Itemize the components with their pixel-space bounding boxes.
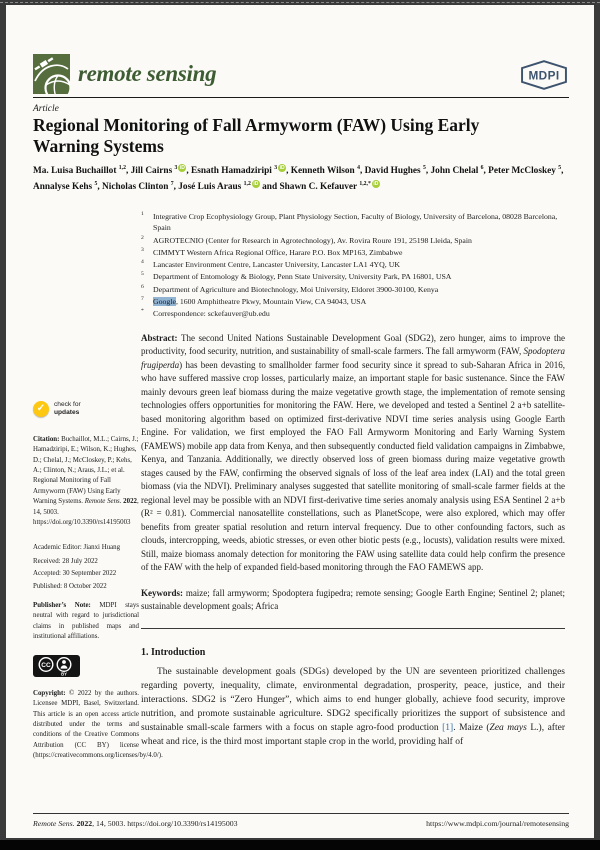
- affiliation-item: 2 AGROTECNIO (Center for Research in Agrotechnology), Av. Rovira Roure 191, 25198 Lleida, Spain: [141, 234, 472, 245]
- orcid-icon[interactable]: iD: [279, 165, 285, 171]
- copyright-text: © 2022 by the authors. Licensee MDPI, Basel, Switzerland. This article is an open access article distributed under the terms and conditions of the Creative Commons Attribution (CC BY) license (https://creativecommons.org/licenses/by/4.0/).: [33, 690, 163, 760]
- received-date: Received: 28 July 2022: [33, 558, 98, 565]
- species-name-italic: Spodoptera frugiperda: [141, 346, 565, 370]
- main-column: [141, 211, 565, 749]
- by-label: BY: [61, 671, 67, 677]
- selection-highlight: Google: [153, 297, 176, 307]
- keywords-label: Keywords:: [141, 587, 183, 598]
- accepted-date: Accepted: 30 September 2022: [33, 570, 117, 578]
- abstract: [141, 332, 565, 575]
- cc-by-badge[interactable]: [33, 655, 80, 681]
- author: Peter McCloskey $^5$: [488, 165, 562, 177]
- keywords-text: maize; fall armyworm; Spodoptera fugipedra; remote sensing; Google Earth Engine; Sentinel 2; planet; sustainable development goals; Africa: [141, 587, 565, 612]
- citation-label: Citation:: [33, 436, 60, 443]
- intro-text-1: The sustainable development goals (SDGs) developed by the UN are seventeen prioritized challenges regarding poverty, inequality, climate, environmental degradation, prosperity, peace, justice, and their interactions. SDG2 is “Zero Hunger”, which aims to end hunger globally, achieve food security, improve nutrition, and promote sustainable agriculture. SDG2 specifically prioritizes the support of subsistence and sustainable small-scale farmers with a focus on staple agro-food production: [141, 666, 565, 733]
- affiliation-item: 7 Google, 1600 Amphitheatre Pkwy, Mountain View, CA 94043, USA: [141, 296, 367, 307]
- species-name-italic: Zea mays: [489, 722, 527, 733]
- orcid-icon[interactable]: iD: [253, 181, 259, 188]
- footer-citation[interactable]: [33, 819, 238, 828]
- page-footer: [33, 813, 569, 828]
- copyright-label: Copyright:: [33, 690, 66, 697]
- abstract-label: Abstract:: [141, 332, 178, 343]
- author: Kenneth Wilson $^4$: [290, 165, 360, 177]
- mdpi-logo: [518, 59, 570, 96]
- affiliation-item: 5 Department of Entomology & Biology, Penn State University, University Park, PA 16801, USA: [141, 271, 452, 282]
- section-divider: [141, 628, 565, 629]
- section-heading-introduction: 1. Introduction: [141, 646, 206, 658]
- check-line-2: updates: [54, 409, 80, 416]
- check-line-1: check for: [54, 401, 81, 409]
- introduction-paragraph: [141, 665, 565, 749]
- footer-year: 2022: [76, 819, 93, 828]
- orcid-icon[interactable]: iD: [179, 165, 185, 171]
- footer-journal-name: Remote Sens.: [33, 819, 77, 828]
- intro-text-3: L.), after wheat and rice, is the third most important staple crop in the world, providing half of: [141, 722, 565, 747]
- author: Shawn C. Kefauver $^{1,2,*}$ iD: [279, 181, 379, 193]
- author: José Luis Araus $^{1,2}$ iD: [178, 181, 259, 193]
- footer-journal-url[interactable]: https://www.mdpi.com/journal/remotesensing: [426, 819, 569, 828]
- frame-top-dashes: [0, 2, 600, 3]
- affiliation-list: [141, 211, 565, 320]
- person-icon: [62, 660, 66, 664]
- check-for-updates-button[interactable]: [33, 401, 81, 417]
- article-title: Regional Monitoring of Fall Armyworm (FAW) Using Early Warning Systems: [33, 115, 480, 157]
- affiliation-item: 4 Lancaster Environment Centre, Lancaster University, Lancaster LA1 4YQ, UK: [141, 259, 400, 270]
- abstract-text-1: The second United Nations Sustainable Development Goal (SDG2), zero hunger, aims to improve the productivity, food security, nutrition, and sustainability of small-scale farmers. The fall armyworm (FAW,: [141, 332, 565, 357]
- keywords: [141, 587, 565, 614]
- article-type-label: Article: [33, 104, 59, 114]
- copyright-block: [33, 689, 163, 762]
- author-list: Ma. Luisa Buchaillot $^{1,2}$, Jill Cairns $^3$ iD , Esnath Hamadziripi $^3$ iD , Kenneth Wilson $^4$, David Hughes $^5$, John Chelal $^6$, Peter McCloskey $^5$, Annalyse Kehs $^5$, Nicholas Clinton $^7$, José Luis Araus $^{1,2}$ iD and Shawn C. Kefauver $^{1,2,*}$ iD: [33, 165, 564, 193]
- article-dates: [33, 557, 139, 594]
- affiliation-item: 3 CIMMYT Western Africa Regional Office, Harare P.O. Box MP163, Zimbabwe: [141, 246, 403, 257]
- citation-block: [33, 435, 139, 528]
- publishers-note-label: Publisher’s Note:: [33, 602, 91, 609]
- check-icon: ✓: [33, 401, 49, 417]
- author: John Chelal $^6$: [430, 165, 484, 177]
- footer-doi: , 14, 5003. https://doi.org/10.3390/rs14195003: [92, 819, 238, 828]
- cc-icon: CC: [41, 662, 51, 669]
- author: Jill Cairns $^3$ iD: [130, 165, 185, 177]
- author: Esnath Hamadziripi $^3$ iD: [191, 165, 285, 177]
- publishers-note-text: MDPI stays neutral with regard to jurisdictional claims in published maps and institutional affiliations.: [33, 602, 139, 641]
- journal-name: remote sensing: [78, 61, 217, 86]
- citation-text: Buchaillot, M.L.; Cairns, J.; Hamadziripi, E.; Wilson, K.; Hughes, D.; Chelal, J.; McCloskey, P.; Kehs, A.; Clinton, N.; Araus, J.L.; et al. Regional Monitoring of Fall Armyworm (FAW) Using Early Warning Systems.: [33, 436, 139, 506]
- affiliation-item: * Correspondence: sckefauver@ub.edu: [141, 308, 270, 319]
- page: [6, 5, 594, 838]
- check-for-updates-label: [54, 401, 81, 416]
- mdpi-logo-text: MDPI: [528, 69, 560, 83]
- affiliation-item: 1 Integrative Crop Ecophysiology Group, Plant Physiology Section, Faculty of Biology, University of Barcelona, 08028 Barcelona, Spain: [141, 211, 558, 233]
- academic-editor: Academic Editor: Jianxi Huang: [33, 544, 121, 551]
- author: Ma. Luisa Buchaillot $^{1,2}$: [33, 165, 126, 177]
- affiliation-item: 6 Department of Agriculture and Biotechnology, Moi University, Eldoret 3900-30100, Kenya: [141, 283, 439, 294]
- orcid-icon[interactable]: iD: [373, 181, 379, 188]
- publishers-note: [33, 601, 139, 642]
- reference-link-1[interactable]: [1]: [442, 722, 454, 733]
- citation-doi[interactable]: , 14, 5003. https://doi.org/10.3390/rs14195003: [33, 498, 139, 526]
- citation-journal: Remote Sens.: [84, 498, 124, 506]
- intro-text-2: . Maize (: [453, 722, 490, 733]
- abstract-text-2: ) has been devasting to smallholder farmer food security since it spread to sub-Saharan Africa in 2016, who have suffered massive crop losses, particularly maize, an important staple for basic sustenance. Since the FAW mainly devours green leaf biomass during the maize vegetative growth stage, the implementation of remote sensing technologies offers opportunities for monitoring the FAW. Here, we developed and tested a Sentinel 2 a+b satellite-based monitoring algorithm based on optimized first-derivative NDVI time series analysis using Google Earth Engine. For validation, we first employed the FAO Fall Armyworm Monitoring and Early Warning System (FAMEWS) mobile app data from Kenya, and then subsequently conducted field validation campaigns in Zimbabwe, Kenya, and Tanzania. Additionally, we directly observed loss of green biomass during maize vegetative growth stages caused by the FAW, confirming the observed signals of loss of the leaf area index (LAI) and the total green biomass (via the NDVI). Preliminary analyses suggested that satellite monitoring of small-scale farmer fields at the regional level may be possible with an NDVI first-derivative time series anomaly analysis using ESA Sentinel 2 a+b (R² = 0.81). Commercial nanosatellite constellations, such as PlanetScope, were also explored, which may offer benefits from greater spatial resolution and return interval frequency. Due to other confounding factors, such as clouds, intercropping, weeds, abiotic stresses, or even other biotic pests (e.g., locusts), validation results were mixed. Still, maize biomass anomaly detection for monitoring the FAW using satellite data could help confirm the presence of the FAW with the help of expanded field-based monitoring through the FAO FAMEWS app.: [141, 359, 565, 573]
- frame-bottom-bar: [0, 840, 600, 850]
- author: Annalyse Kehs $^5$: [33, 181, 98, 193]
- citation-year: 2022: [123, 498, 137, 506]
- author: Nicholas Clinton $^7$: [102, 181, 174, 193]
- published-date: Published: 8 October 2022: [33, 582, 107, 590]
- author: David Hughes $^5$: [364, 165, 426, 177]
